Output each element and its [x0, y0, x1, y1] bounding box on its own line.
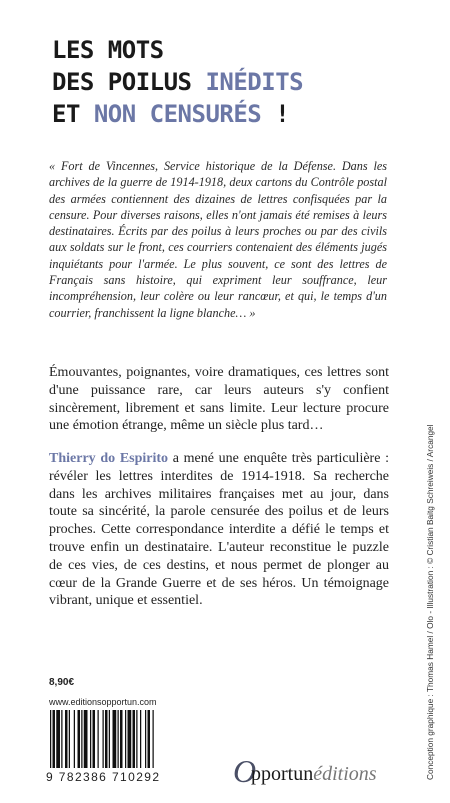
headline-highlight: NON CENSURÉS [93, 100, 262, 128]
headline-line-1 [52, 34, 412, 66]
author-name: Thierry do Espirito [49, 451, 169, 466]
barcode-number: 9 782386 710292 [46, 770, 196, 784]
headline-line-2 [52, 66, 412, 98]
headline-text: ! [261, 100, 290, 128]
description-paragraph-2-text: a mené une enquête très particulière : révéler les lettres interdites de 1914-1918. Sa recherche dans les archives militaires françaises met au jour, dans toute sa sincérité, la parole censurée des poilus et de leurs proches. Cette correspondance interdite a défié le temps et trouve enfin un destinataire. L'auteur reconstitue le puzzle de ces vies, de ces destins, et nous permet de plonger au cœur de la Grande Guerre et de ses héros. Un témoignage vibrant, unique et essentiel. [49, 451, 390, 609]
logo-mark: O [233, 753, 257, 789]
headline-text: LES MOTS [52, 36, 164, 64]
headline-line-3 [52, 98, 412, 130]
description-paragraph-1: Émouvantes, poignantes, voire dramatiques, ces lettres sont d'une puissance rare, car leurs auteurs s'y confient sincèrement, librement et sans limite. Leur lecture procure une émotion étrange, même un siècle plus tard… [49, 365, 389, 434]
headline-highlight: INÉDITS [205, 68, 304, 96]
design-credit: Conception graphique : Thomas Hamel / Olo - Illustration : © Cristian Baitg Schreiweis / Arcangel [425, 424, 435, 780]
headline-text: DES POILUS [52, 68, 206, 96]
website-link[interactable]: www.editionsopportun.com [49, 697, 157, 707]
description-paragraph-2 [49, 450, 389, 610]
quote-block: « Fort de Vincennes, Service historique de la Défense. Dans les archives de la guerre de 1914-1918, deux cartons du Contrôle postal des armées contiennent des dizaines de lettres confisquées par la censure. Pour diverses raisons, elles n'ont jamais été remises à leurs destinataires. Écrits par des poilus à leurs proches ou par des civils aux soldats sur le front, ces courriers contenaient des éléments jugés inquiétants pour l'armée. Le plus souvent, ce sont des lettres de Français sans histoire, qui expriment leur souffrance, leur incompréhension, leur colère ou leur rancœur, et qui, le temps d'un courrier, franchissent la ligne blanche… » [49, 159, 387, 320]
barcode-bars [46, 710, 196, 770]
logo-suffix: éditions [313, 763, 377, 785]
headline [52, 34, 412, 130]
logo-wordmark [251, 763, 377, 786]
price: 8,90€ [49, 677, 75, 688]
logo-name: pportun [251, 763, 314, 785]
headline-text: ET [52, 100, 94, 128]
publisher-logo [233, 753, 393, 789]
